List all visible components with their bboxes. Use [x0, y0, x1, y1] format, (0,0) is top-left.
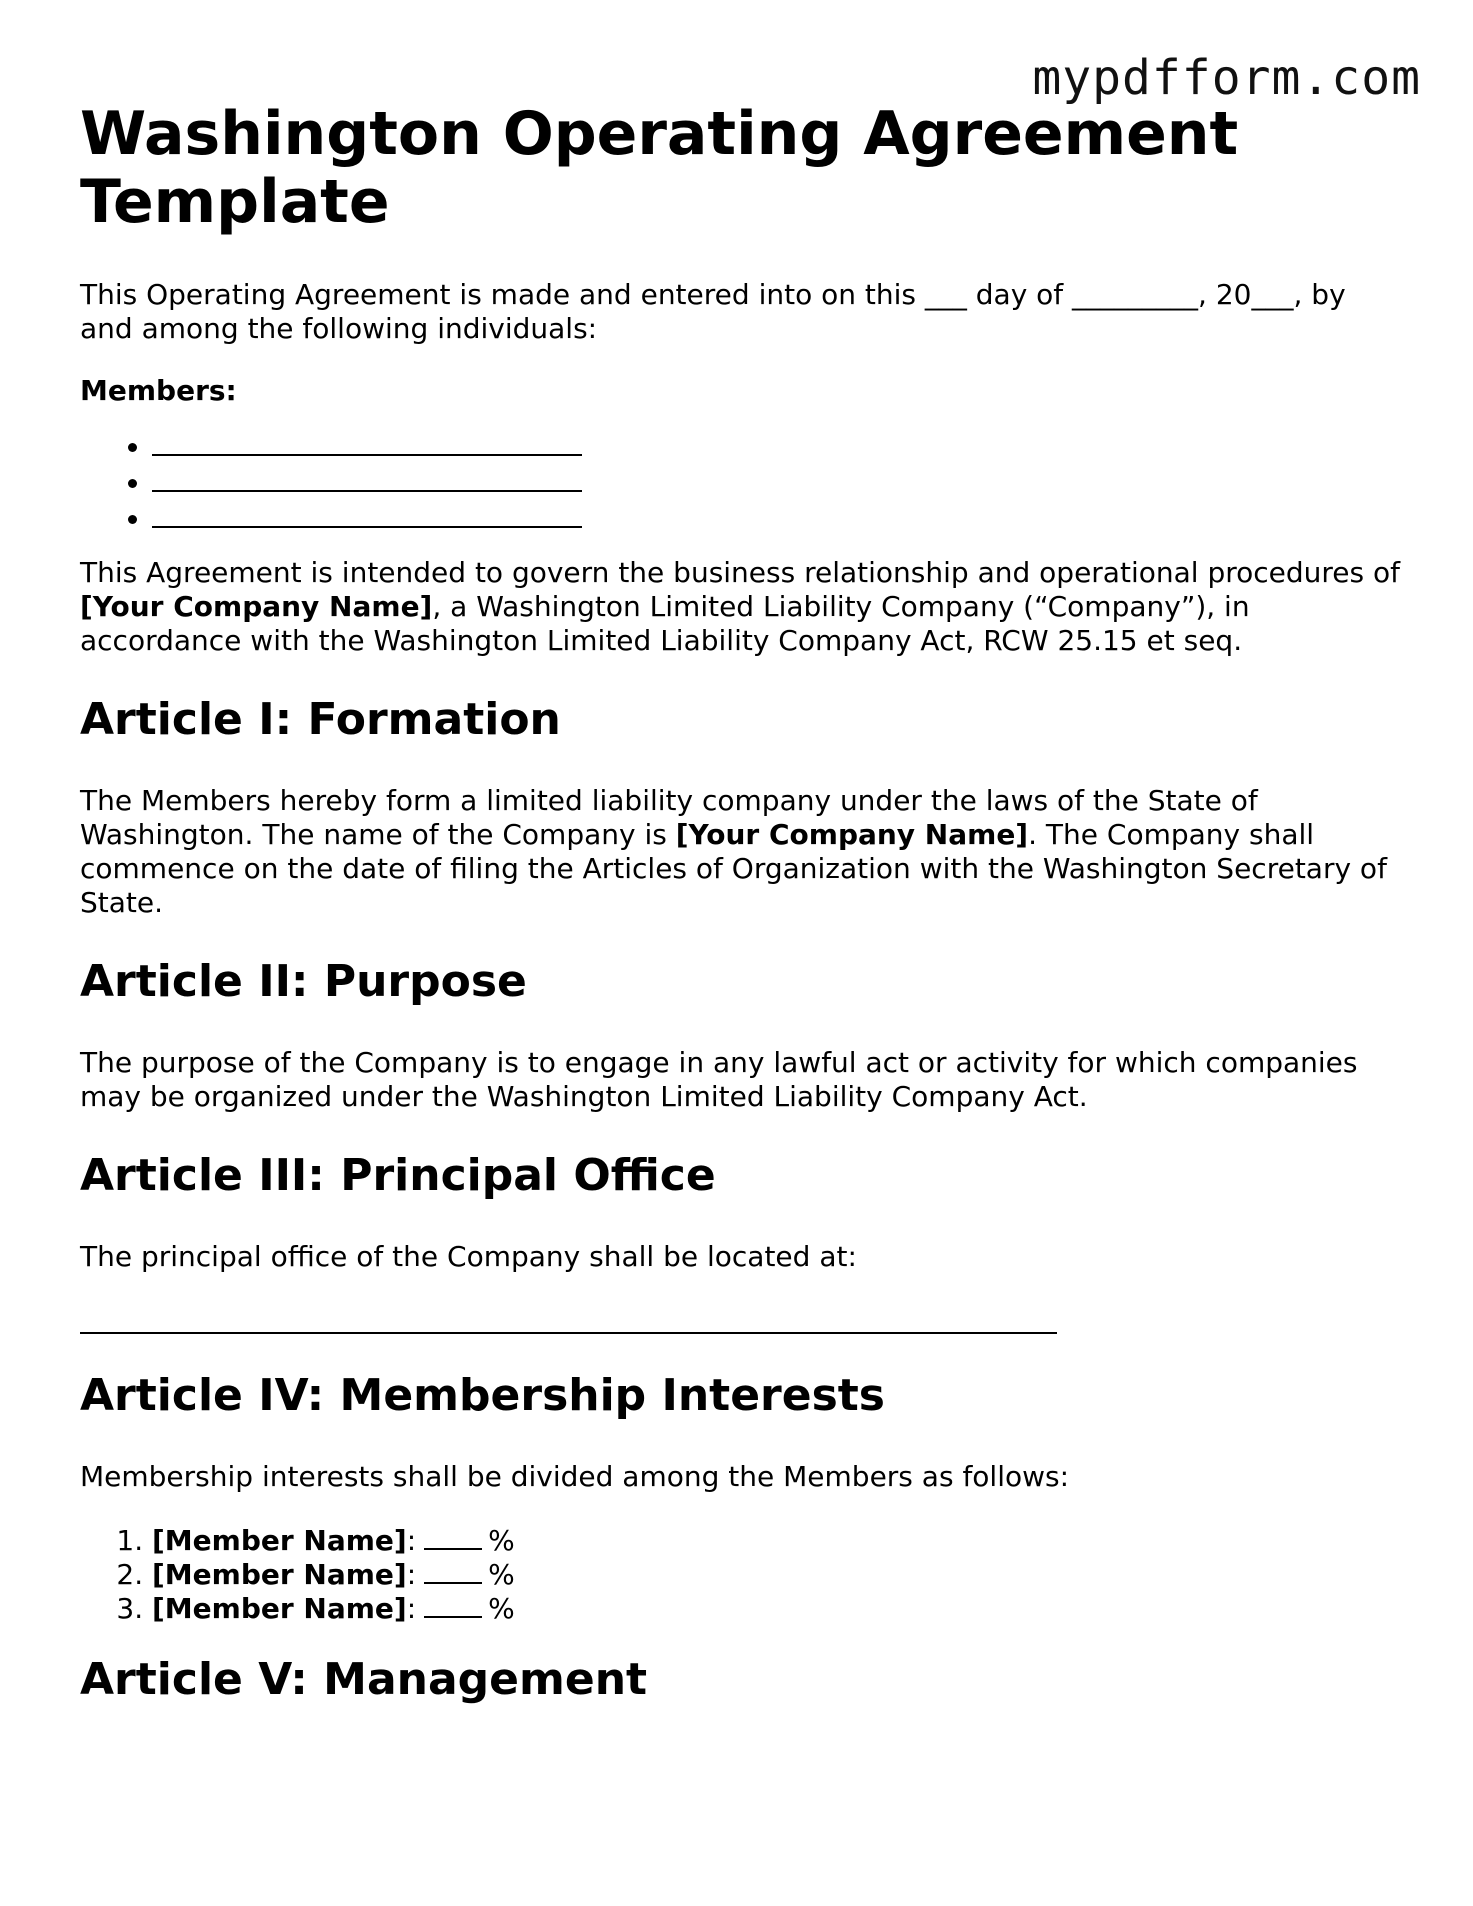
document-page	[80, 100, 1400, 1744]
article-4-heading: Article IV: Membership Interests	[80, 1370, 885, 1421]
member-blank-2[interactable]	[152, 464, 1400, 500]
list-item: 3. [Member Name]: %	[152, 1592, 1400, 1626]
list-item: 2. [Member Name]: %	[152, 1558, 1400, 1592]
article-5-heading: Article V: Management	[80, 1654, 648, 1705]
percentage-blank[interactable]	[424, 1524, 482, 1550]
company-name-placeholder: [Your Company Name]	[80, 590, 433, 623]
percentage-blank[interactable]	[424, 1558, 482, 1584]
governance-paragraph: This Agreement is intended to govern the business relationship and operational procedures of [Your Company Name], a Washington Limited Liability Company (“Company”), in accordance with the Washington Limited Liability Company Act, RCW 25.15 et seq.	[80, 556, 1400, 657]
article-3-heading: Article III: Principal Office	[80, 1150, 716, 1201]
intro-paragraph: This Operating Agreement is made and entered into on this ___ day of _________, 20___, by and among the following individuals:	[80, 278, 1346, 345]
principal-office-address-line[interactable]	[80, 1332, 1057, 1334]
article-4-text: Membership interests shall be divided among the Members as follows:	[80, 1460, 1070, 1493]
members-label: Members:	[80, 374, 237, 407]
article-2-text: The purpose of the Company is to engage in any lawful act or activity for which companies may be organized under the Washington Limited Liability Company Act.	[80, 1046, 1358, 1113]
company-name-placeholder: [Your Company Name]	[675, 818, 1029, 851]
article-1-text: The Members hereby form a limited liability company under the laws of the State of Washington. The name of the Company is [Your Company Name]. The Company shall commence on the date of filing the Articles of Organization with the Washington Secretary of State.	[80, 784, 1387, 919]
article-3-text: The principal office of the Company shall be located at:	[80, 1240, 857, 1273]
document-title: Washington Operating Agreement Template	[80, 99, 1239, 237]
members-list	[80, 428, 1400, 536]
member-blank-1[interactable]	[152, 428, 1400, 464]
list-item: 1. [Member Name]: %	[152, 1524, 1400, 1558]
percentage-blank[interactable]	[424, 1592, 482, 1618]
membership-interest-list	[80, 1524, 1400, 1626]
watermark-text: mypdfform.com	[1032, 50, 1421, 106]
member-blank-3[interactable]	[152, 500, 1400, 536]
article-1-heading: Article I: Formation	[80, 694, 561, 745]
article-2-heading: Article II: Purpose	[80, 956, 527, 1007]
